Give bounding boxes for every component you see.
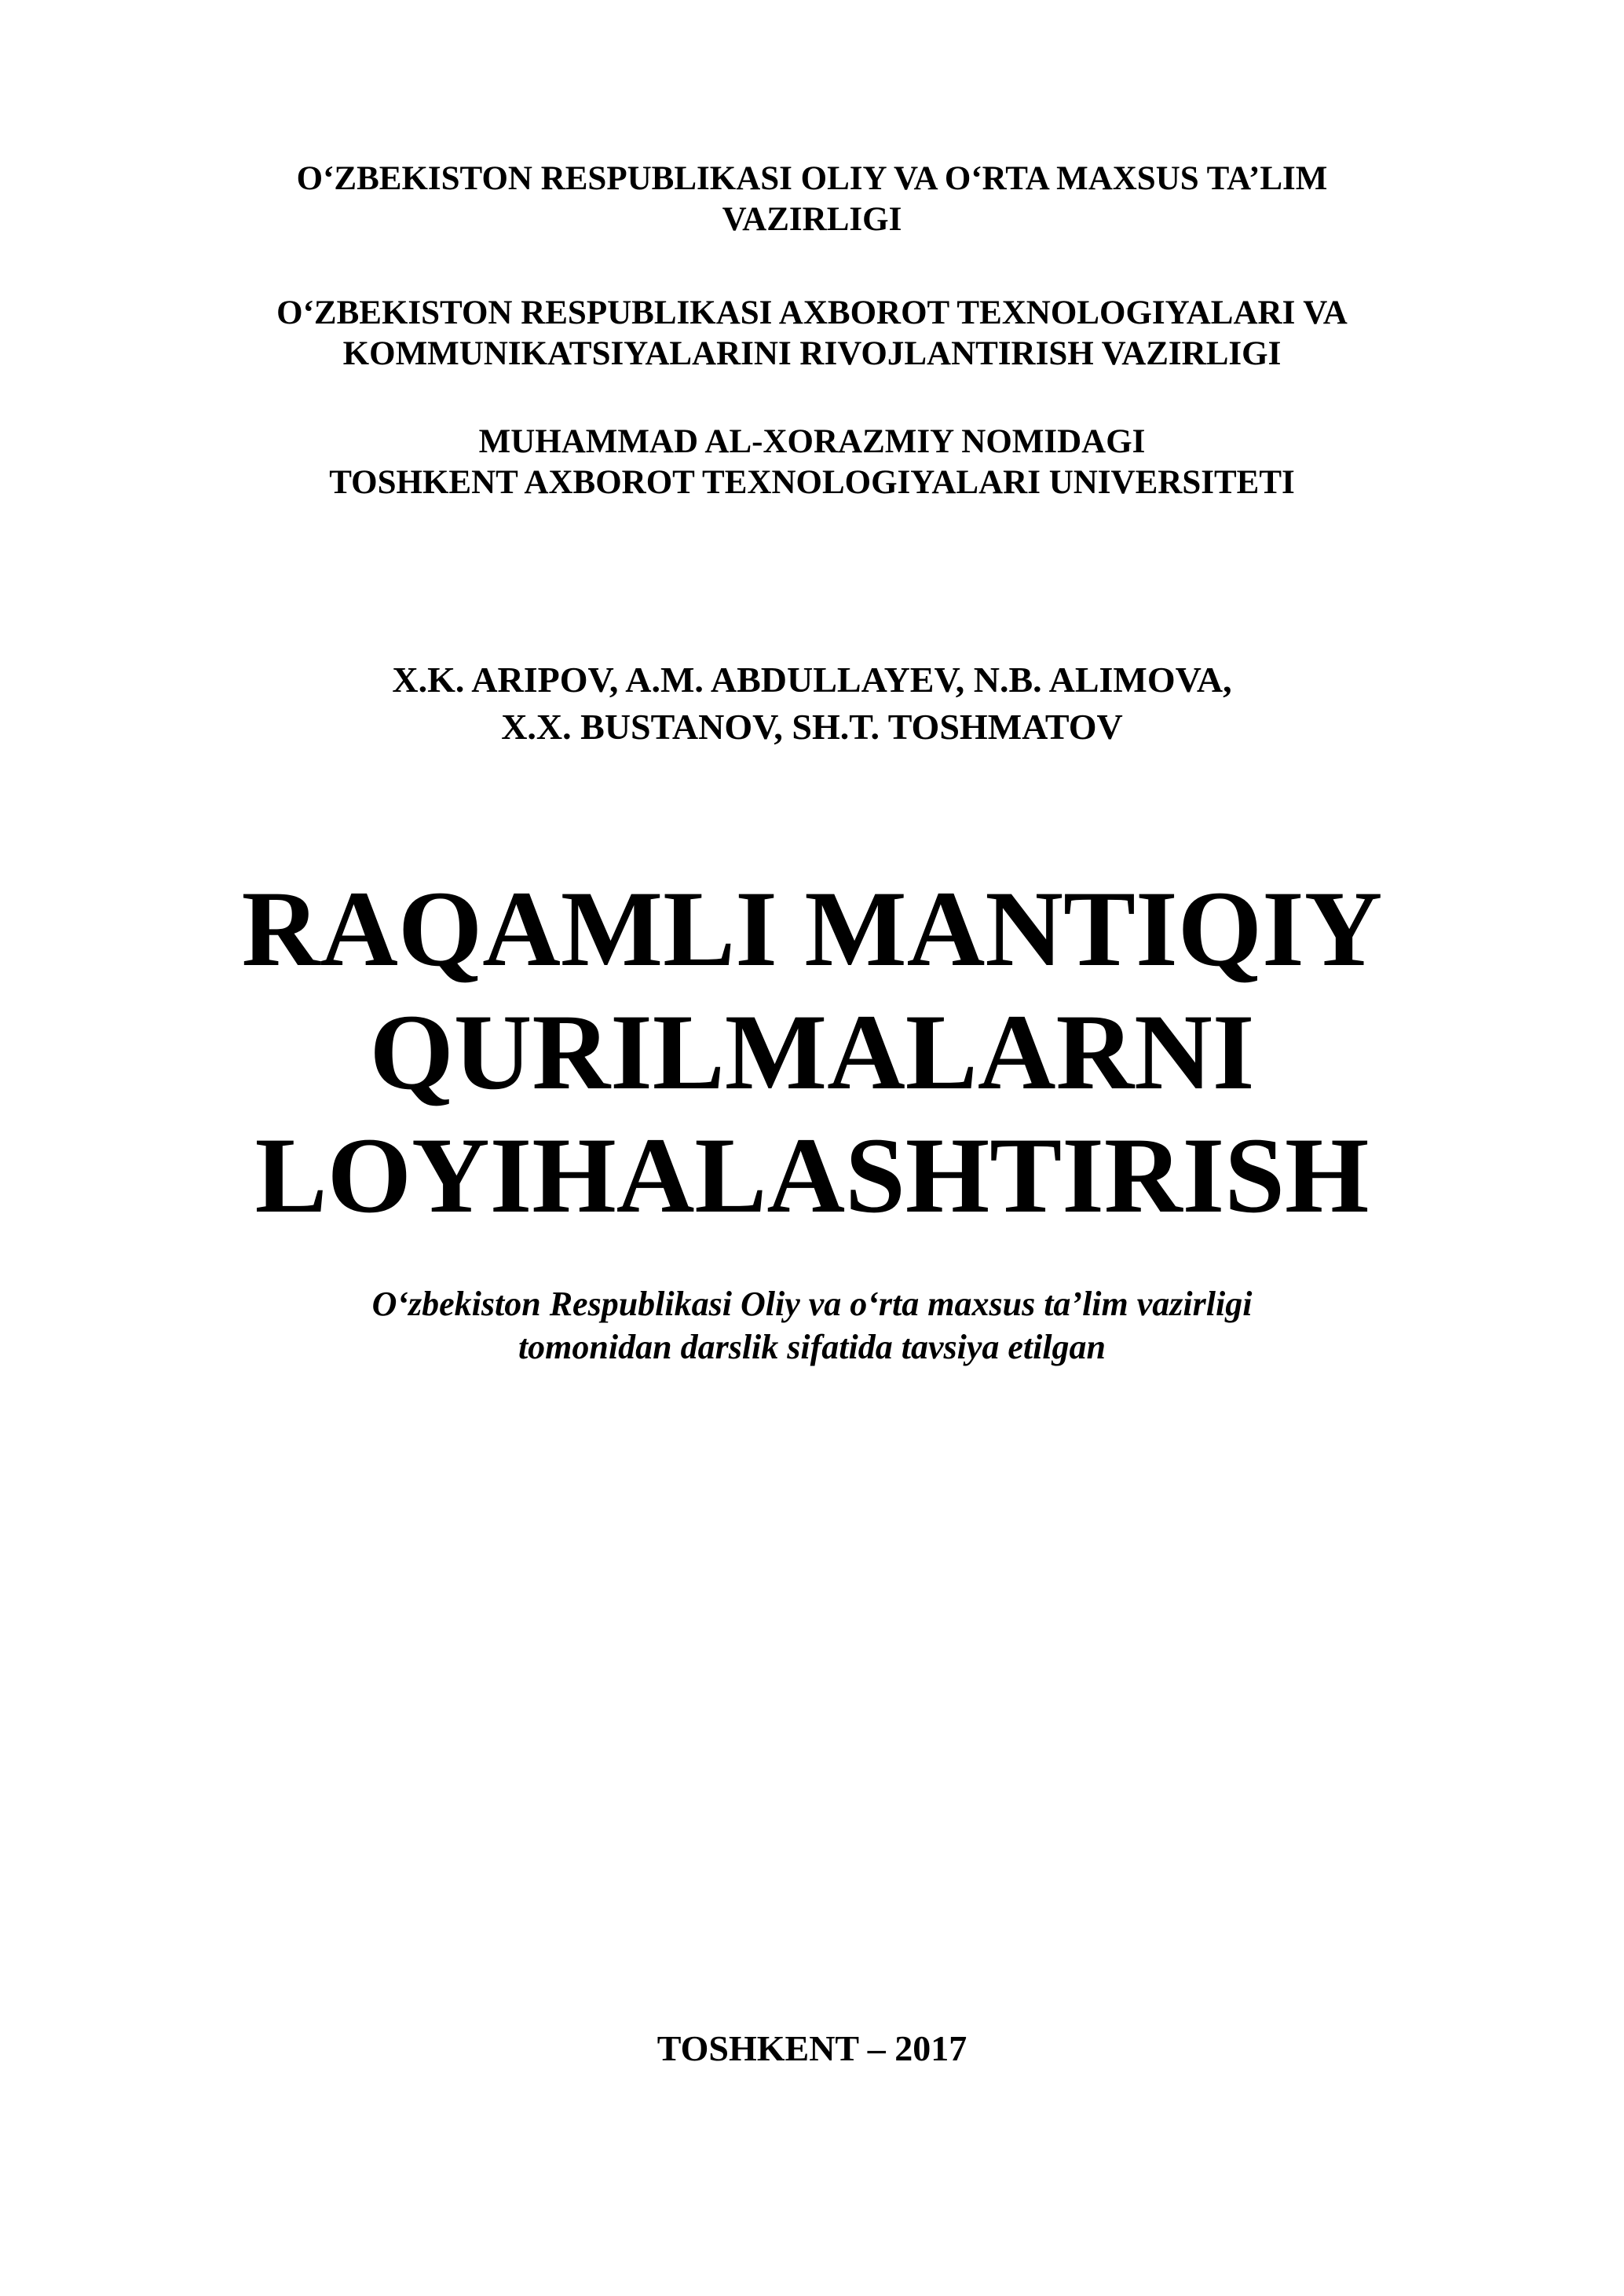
recommendation-line-1: O‘zbekiston Respublikasi Oliy va o‘rta maxsus ta’lim vazirligi (371, 1285, 1253, 1323)
recommendation-line-2: tomonidan darslik sifatida tavsiya etilgan (518, 1328, 1106, 1366)
book-title-line-1: RAQAMLI MANTIQIY (241, 868, 1383, 989)
ministry-it-line-1: O‘ZBEKISTON RESPUBLIKASI AXBOROT TEXNOLOGIYALARI VA (276, 294, 1348, 331)
place-and-year (0, 2027, 1624, 2071)
place-year-text: TOSHKENT – 2017 (657, 2028, 967, 2068)
book-title (0, 867, 1624, 1237)
ministry-education-line-1: O‘ZBEKISTON RESPUBLIKASI OLIY VA O‘RTA MAXSUS TA’LIM (296, 160, 1328, 197)
ministry-it-heading (0, 293, 1624, 375)
ministry-education-heading (0, 159, 1624, 240)
university-line-1: MUHAMMAD AL-XORAZMIY NOMIDAGI (478, 423, 1146, 460)
university-line-2: TOSHKENT AXBOROT TEXNOLOGIYALARI UNIVERSITETI (329, 464, 1295, 501)
book-title-line-2: QURILMALARNI (369, 992, 1255, 1112)
ministry-education-line-2: VAZIRLIGI (722, 201, 902, 238)
book-title-line-3: LOYIHALASHTIRISH (254, 1115, 1370, 1235)
authors-line-1: X.K. ARIPOV, A.M. ABDULLAYEV, N.B. ALIMOVA, (392, 660, 1232, 700)
authors-line-2: X.X. BUSTANOV, SH.T. TOSHMATOV (501, 707, 1123, 747)
recommendation-note (0, 1282, 1624, 1369)
authors (0, 656, 1624, 751)
ministry-it-line-2: KOMMUNIKATSIYALARINI RIVOJLANTIRISH VAZIRLIGI (342, 335, 1282, 372)
university-heading (0, 422, 1624, 503)
